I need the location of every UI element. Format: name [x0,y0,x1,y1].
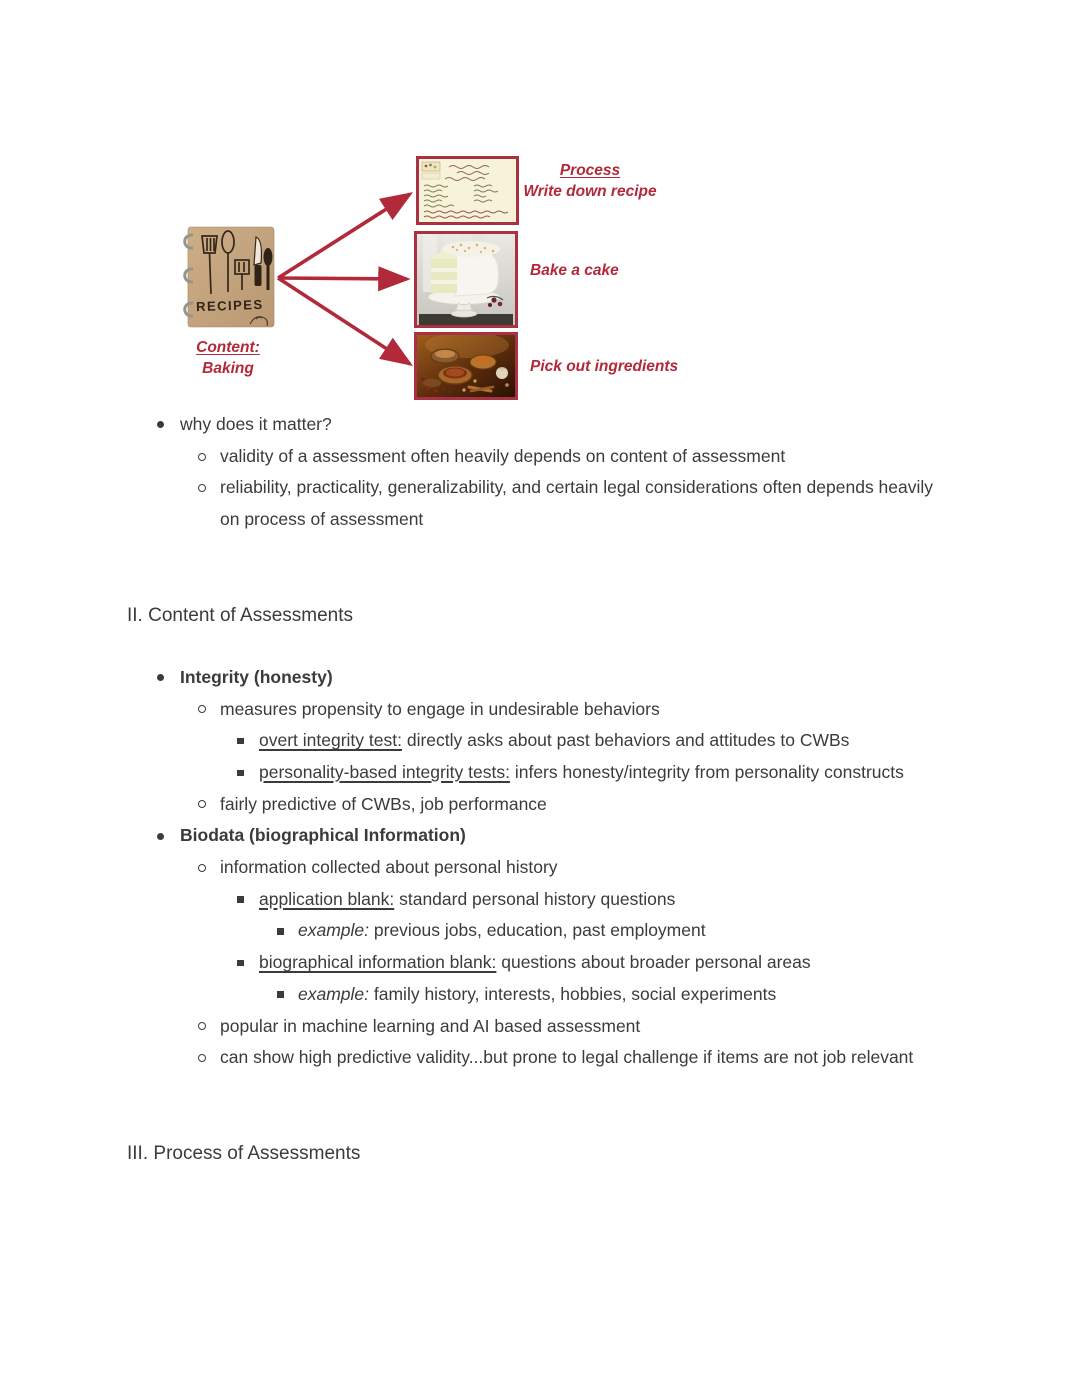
process-caption-text: Write down recipe [523,183,657,200]
list-item-text: Integrity (honesty) [180,666,333,687]
content-outline [127,662,955,1074]
bullet-square-icon [237,896,244,903]
bullet-square-icon [277,928,284,935]
list-item [127,820,955,852]
list-item-text: previous jobs, education, past employment [369,920,706,941]
bullet-disc-icon [157,833,164,840]
list-item [127,789,955,821]
book-caption-value: Baking [202,360,254,377]
list-item-text: example: [298,983,370,1004]
section-heading-content: II. Content of Assessments [127,604,353,626]
list-item-text: information collected about personal history [220,857,558,878]
ingredients-caption: Pick out ingredients [530,358,679,375]
list-item [127,409,955,441]
cake-image [414,231,518,328]
list-item-text: popular in machine learning and AI based assessment [220,1015,641,1036]
list-item-text: can show high predictive validity...but prone to legal challenge if items are not job relevant [220,1047,914,1068]
bullet-circle-icon [198,484,206,492]
cake-caption: Bake a cake [530,262,619,279]
bullet-circle-icon [198,705,206,713]
list-item [127,852,955,884]
section-heading-process: III. Process of Assessments [127,1142,361,1164]
list-item-text: validity of a assessment often heavily depends on content of assessment [220,445,786,466]
book-caption-title: Content: [196,339,260,356]
ingredients-illustration [417,335,515,397]
list-item [127,1042,955,1074]
list-item-text: measures propensity to engage in undesirable behaviors [220,698,660,719]
bullet-disc-icon [157,421,164,428]
list-item-text: infers honesty/integrity from personality constructs [509,761,904,782]
bullet-circle-icon [198,1054,206,1062]
list-item-text: application blank: [259,888,395,909]
list-item-text: reliability, practicality, generalizability, and certain legal considerations often depends heavily on process of assessment [220,477,934,530]
list-item-text: fairly predictive of CWBs, job performance [220,793,547,814]
list-item [127,725,955,757]
bullet-square-icon [277,991,284,998]
bullet-circle-icon [198,453,206,461]
list-item-text: Biodata (biographical Information) [180,825,466,846]
recipe-book-illustration [178,224,278,331]
list-item-text: why does it matter? [180,414,332,434]
diagram-arrows [265,150,425,410]
process-caption-title: Process [559,162,621,179]
bullet-circle-icon [198,864,206,872]
bullet-square-icon [237,770,244,777]
list-item [127,1011,955,1043]
cake-illustration [417,234,515,325]
recipe-book-image [178,224,278,331]
list-item [127,662,955,694]
list-item [127,757,955,789]
notes-content [127,409,955,1170]
content-process-diagram [0,0,1080,409]
bullet-circle-icon [198,800,206,808]
list-item [127,441,955,473]
list-item [127,694,955,726]
list-item [127,915,955,947]
list-item-text: example: [298,920,370,941]
bullet-disc-icon [157,674,164,681]
list-item-text: biographical information blank: [259,952,497,973]
bullet-square-icon [237,738,244,745]
list-item [127,472,955,535]
list-item-text: family history, interests, hobbies, social experiments [369,983,777,1004]
list-item-text: questions about broader personal areas [496,952,811,973]
intro-outline [127,409,955,536]
list-item [127,947,955,979]
bullet-circle-icon [198,1022,206,1030]
bullet-square-icon [237,960,244,967]
list-item [127,884,955,916]
list-item-text: personality-based integrity tests: [259,761,510,782]
list-item [127,979,955,1011]
book-cover-title: RECIPES [195,296,264,315]
ingredients-image [414,332,518,400]
process-caption [495,160,685,202]
list-item-text: directly asks about past behaviors and attitudes to CWBs [401,730,850,751]
list-item-text: overt integrity test: [259,730,402,751]
list-item-text: standard personal history questions [394,888,676,909]
